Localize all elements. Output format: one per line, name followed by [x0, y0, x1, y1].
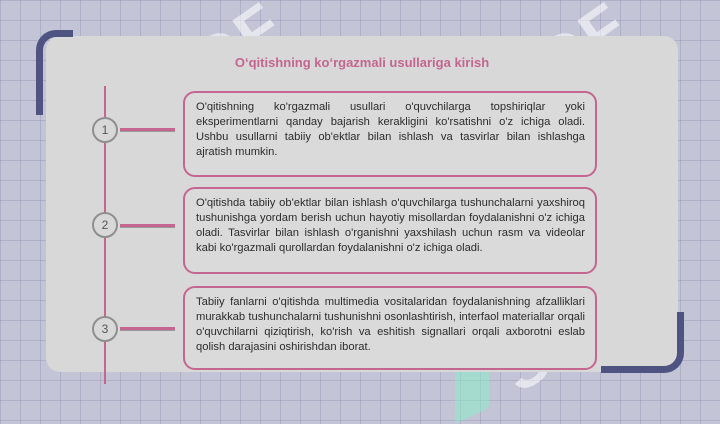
step-text-box: Tabiiy fanlarni o'qitishda multimedia vositalaridan foydalanishning afzalliklari murakkab tushunchalarni tushunishni osonlashtirish, interfaol materiallar orqali o'quvchilarni qiziqtirish, ko'rish va eshitish signallari orqali axborotni eslab qolish darajasini oshirishdan iborat.	[183, 286, 597, 370]
step-number-badge: 3	[92, 316, 118, 342]
step-text-box: O'qitishda tabiiy ob'ektlar bilan ishlash o'quvchilarga tushunchalarni yaxshiroq tushunishga yordam berish uchun hayotiy misollardan foydalanishni o'z ichiga oladi. Tasvirlar bilan ishlash o'rganishni yaxshilash uchun rasm va videolar kabi ko'rgazmali qurollardan foydalanishni o'z ichiga oladi.	[183, 187, 597, 274]
timeline-connector	[120, 128, 175, 131]
timeline-connector	[120, 327, 175, 330]
step-text-box: O'qitishning ko'rgazmali usullari o'quvchilarga topshiriqlar yoki eksperimentlarni qanday bajarish kerakligini ko'rsatishni o'z ichiga oladi. Ushbu usullarni tabiiy ob'ektlar bilan ishlash va tasvirlar bilan ishlashga ajratish mumkin.	[183, 91, 597, 177]
step-number-badge: 1	[92, 117, 118, 143]
step-number-badge: 2	[92, 212, 118, 238]
timeline-connector	[120, 224, 175, 227]
corner-bracket-top-left	[36, 30, 73, 115]
corner-bracket-bottom-right	[601, 312, 684, 373]
slide-title: O‘qitishning ko‘rgazmali usullariga kirish	[234, 55, 490, 70]
